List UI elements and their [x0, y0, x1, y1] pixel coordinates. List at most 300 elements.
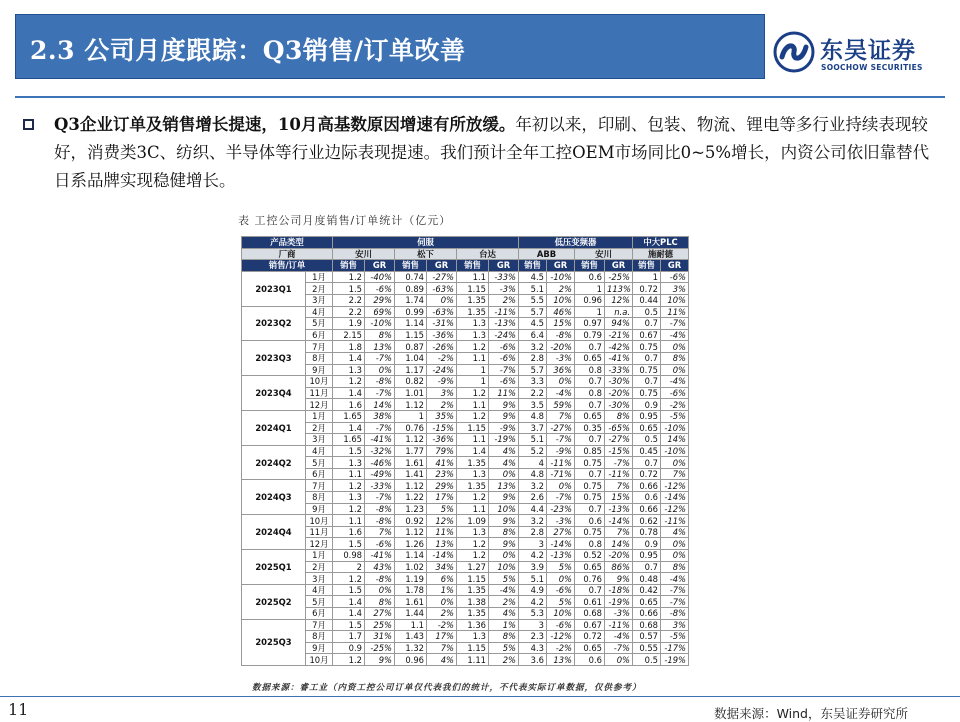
growth-rate: -20%	[547, 341, 575, 353]
sales-value: 1.6	[333, 526, 365, 538]
sales-value: 1	[575, 306, 605, 318]
header-sales: 销售	[395, 260, 427, 272]
growth-rate: 9%	[489, 399, 519, 411]
sales-value: 4.8	[519, 468, 547, 480]
month-label: 4月	[306, 445, 333, 457]
sales-value: 0.96	[395, 654, 427, 666]
growth-rate: 25%	[365, 619, 395, 631]
sales-value: 0.65	[575, 352, 605, 364]
header-schneider: 施耐德	[633, 248, 689, 260]
table-row	[242, 608, 689, 620]
sales-value: 1.15	[457, 422, 489, 434]
slide-title: 2.3 公司月度跟踪：Q3销售/订单改善	[30, 36, 466, 65]
table-row	[242, 376, 689, 388]
sales-value: 0.7	[633, 318, 661, 330]
growth-rate: 0%	[605, 654, 633, 666]
sales-value: 0.6	[575, 515, 605, 527]
growth-rate: -7%	[489, 364, 519, 376]
sales-value: 2.8	[519, 352, 547, 364]
quarter-label: 2024Q3	[242, 480, 306, 515]
sales-value: 5.2	[519, 445, 547, 457]
growth-rate: -11%	[661, 515, 689, 527]
growth-rate: 10%	[547, 608, 575, 620]
growth-rate: -7%	[547, 434, 575, 446]
sales-value: 1.36	[457, 619, 489, 631]
sales-value: 0.7	[633, 376, 661, 388]
sales-value: 6.4	[519, 329, 547, 341]
sales-value: 1.1	[457, 352, 489, 364]
header-vendor: 厂商	[242, 248, 333, 260]
sales-value: 0.9	[633, 399, 661, 411]
growth-rate: -7%	[547, 492, 575, 504]
month-label: 10月	[306, 376, 333, 388]
sales-value: 2.2	[333, 306, 365, 318]
sales-value: 0.76	[395, 422, 427, 434]
growth-rate: 3%	[427, 387, 457, 399]
sales-value: 0.95	[633, 410, 661, 422]
table-row	[242, 422, 689, 434]
page-number: 11	[8, 700, 29, 719]
growth-rate: -23%	[547, 503, 575, 515]
sales-value: 5.1	[519, 283, 547, 295]
growth-rate: -41%	[365, 550, 395, 562]
growth-rate: 12%	[427, 515, 457, 527]
table-row	[242, 399, 689, 411]
sales-value: 0.74	[395, 271, 427, 283]
sales-value: 1.2	[333, 376, 365, 388]
growth-rate: -18%	[605, 584, 633, 596]
sales-value: 0.7	[633, 561, 661, 573]
sales-value: 0.65	[575, 642, 605, 654]
growth-rate: -41%	[605, 352, 633, 364]
growth-rate: -11%	[605, 468, 633, 480]
sales-value: 0.85	[575, 445, 605, 457]
sales-value: 1.61	[395, 596, 427, 608]
growth-rate: -25%	[605, 271, 633, 283]
table-row	[242, 445, 689, 457]
sales-value: 0.9	[633, 538, 661, 550]
growth-rate: 2%	[489, 294, 519, 306]
sales-value: 0.9	[333, 642, 365, 654]
sales-value: 1.3	[457, 631, 489, 643]
growth-rate: -2%	[547, 642, 575, 654]
growth-rate: 10%	[489, 561, 519, 573]
sales-value: 1.3	[457, 468, 489, 480]
sales-value: 0.78	[633, 526, 661, 538]
sales-value: 0.68	[633, 619, 661, 631]
sales-value: 1.1	[457, 399, 489, 411]
growth-rate: -42%	[605, 341, 633, 353]
growth-rate: -4%	[547, 387, 575, 399]
sales-value: 1.26	[395, 538, 427, 550]
sales-value: 0.75	[575, 457, 605, 469]
sales-value: 0.7	[575, 503, 605, 515]
month-label: 8月	[306, 631, 333, 643]
header-gr: GR	[427, 260, 457, 272]
growth-rate: -10%	[547, 271, 575, 283]
month-label: 9月	[306, 503, 333, 515]
quarter-label: 2024Q1	[242, 410, 306, 445]
sales-value: 1.35	[457, 480, 489, 492]
sales-value: 0.8	[575, 538, 605, 550]
sales-value: 0.98	[333, 550, 365, 562]
sales-value: 1.4	[333, 608, 365, 620]
sales-value: 4.8	[519, 410, 547, 422]
month-label: 12月	[306, 538, 333, 550]
sales-value: 1.78	[395, 584, 427, 596]
growth-rate: -11%	[605, 619, 633, 631]
growth-rate: 23%	[427, 468, 457, 480]
sales-value: 1.15	[457, 283, 489, 295]
growth-rate: -14%	[605, 515, 633, 527]
sales-value: 0.7	[575, 399, 605, 411]
growth-rate: -9%	[427, 376, 457, 388]
table-row	[242, 515, 689, 527]
growth-rate: 4%	[489, 457, 519, 469]
growth-rate: 0%	[661, 457, 689, 469]
growth-rate: 2%	[489, 654, 519, 666]
growth-rate: -71%	[547, 468, 575, 480]
growth-rate: 59%	[547, 399, 575, 411]
growth-rate: -41%	[365, 434, 395, 446]
summary-lead: Q3企业订单及销售增长提速，10月高基数原因增速有所放缓。	[54, 115, 516, 134]
sales-value: 0.57	[633, 631, 661, 643]
growth-rate: 2%	[489, 596, 519, 608]
sales-value: 1.65	[333, 434, 365, 446]
sales-value: 1.61	[395, 457, 427, 469]
sales-value: 3.6	[519, 654, 547, 666]
sales-value: 1.44	[395, 608, 427, 620]
table-row	[242, 503, 689, 515]
sales-value: 1.5	[333, 584, 365, 596]
growth-rate: -20%	[605, 387, 633, 399]
table-row	[242, 434, 689, 446]
growth-rate: 13%	[365, 341, 395, 353]
growth-rate: 11%	[427, 526, 457, 538]
header-panasonic: 松下	[395, 248, 457, 260]
sales-value: 1.4	[333, 422, 365, 434]
growth-rate: -63%	[427, 306, 457, 318]
growth-rate: 9%	[489, 515, 519, 527]
table-row	[242, 480, 689, 492]
growth-rate: 6%	[427, 573, 457, 585]
growth-rate: -10%	[365, 318, 395, 330]
growth-rate: -8%	[661, 608, 689, 620]
header-inverter: 低压变频器	[519, 237, 633, 249]
month-label: 3月	[306, 573, 333, 585]
sales-value: 1.35	[457, 294, 489, 306]
sales-value: 0.65	[575, 561, 605, 573]
growth-rate: 8%	[489, 526, 519, 538]
sales-value: 4.4	[519, 503, 547, 515]
sales-value: 1.04	[395, 352, 427, 364]
growth-rate: 0%	[427, 294, 457, 306]
growth-rate: 8%	[661, 561, 689, 573]
sales-value: 0.67	[633, 329, 661, 341]
quarter-label: 2023Q4	[242, 376, 306, 411]
sales-value: 0.97	[575, 318, 605, 330]
sales-value: 0.7	[575, 376, 605, 388]
growth-rate: 2%	[427, 399, 457, 411]
month-label: 8月	[306, 352, 333, 364]
growth-rate: 11%	[489, 387, 519, 399]
sales-value: 0.72	[633, 283, 661, 295]
sales-value: 1.1	[457, 271, 489, 283]
growth-rate: -30%	[605, 376, 633, 388]
header-product-type: 产品类型	[242, 237, 333, 249]
growth-rate: -32%	[365, 445, 395, 457]
table-row	[242, 294, 689, 306]
sales-value: 0.7	[633, 457, 661, 469]
header-yaskawa-inverter: 安川	[575, 248, 633, 260]
sales-value: 1.1	[457, 434, 489, 446]
growth-rate: -2%	[427, 619, 457, 631]
month-label: 2月	[306, 283, 333, 295]
growth-rate: 27%	[547, 526, 575, 538]
sales-value: 1.9	[333, 318, 365, 330]
sales-value: 3.2	[519, 341, 547, 353]
growth-rate: -13%	[489, 318, 519, 330]
growth-rate: 0%	[427, 596, 457, 608]
sales-value: 1.8	[333, 341, 365, 353]
sales-value: 0.8	[575, 387, 605, 399]
growth-rate: -4%	[661, 329, 689, 341]
sales-value: 1.12	[395, 399, 427, 411]
sales-value: 5.1	[519, 573, 547, 585]
sales-value: 0.7	[575, 468, 605, 480]
sales-value: 4.2	[519, 596, 547, 608]
growth-rate: 34%	[427, 561, 457, 573]
growth-rate: 7%	[365, 526, 395, 538]
growth-rate: 43%	[365, 561, 395, 573]
growth-rate: -17%	[661, 642, 689, 654]
growth-rate: 13%	[489, 480, 519, 492]
sales-value: 0.75	[633, 364, 661, 376]
sales-value: 1.1	[333, 515, 365, 527]
sales-value: 0.62	[633, 515, 661, 527]
growth-rate: 0%	[661, 341, 689, 353]
sales-value: 1.3	[333, 457, 365, 469]
growth-rate: -6%	[365, 538, 395, 550]
growth-rate: -31%	[427, 318, 457, 330]
sales-value: 5.5	[519, 294, 547, 306]
growth-rate: -3%	[547, 352, 575, 364]
sales-value: 1.74	[395, 294, 427, 306]
sales-value: 1.27	[457, 561, 489, 573]
sales-value: 2.15	[333, 329, 365, 341]
sales-value: 1.5	[333, 619, 365, 631]
growth-rate: 27%	[365, 608, 395, 620]
growth-rate: -36%	[427, 434, 457, 446]
sales-value: 1.02	[395, 561, 427, 573]
month-label: 1月	[306, 271, 333, 283]
sales-value: 3.2	[519, 515, 547, 527]
growth-rate: -14%	[661, 492, 689, 504]
growth-rate: -49%	[365, 468, 395, 480]
table-row	[242, 364, 689, 376]
month-label: 5月	[306, 457, 333, 469]
summary-paragraph	[54, 111, 944, 195]
sales-value: 0.75	[575, 526, 605, 538]
table-row	[242, 654, 689, 666]
sales-value: 0.6	[575, 271, 605, 283]
sales-value: 2.8	[519, 526, 547, 538]
sales-value: 1.3	[333, 364, 365, 376]
growth-rate: -4%	[489, 584, 519, 596]
growth-rate: -6%	[489, 341, 519, 353]
growth-rate: -8%	[365, 515, 395, 527]
growth-rate: 1%	[427, 584, 457, 596]
growth-rate: -63%	[427, 283, 457, 295]
growth-rate: 0%	[547, 480, 575, 492]
growth-rate: 14%	[365, 399, 395, 411]
growth-rate: 8%	[661, 352, 689, 364]
growth-rate: -3%	[605, 608, 633, 620]
sales-value: 1.12	[395, 434, 427, 446]
growth-rate: 14%	[605, 538, 633, 550]
sales-value: 0.87	[395, 341, 427, 353]
month-label: 11月	[306, 387, 333, 399]
sales-value: 1.2	[333, 480, 365, 492]
sales-value: 3.5	[519, 399, 547, 411]
month-label: 7月	[306, 341, 333, 353]
sales-value: 0.35	[575, 422, 605, 434]
table-caption: 表 工控公司月度销售/订单统计（亿元）	[238, 214, 452, 227]
table-row	[242, 584, 689, 596]
sales-value: 1.2	[333, 573, 365, 585]
sales-value: 1.2	[457, 550, 489, 562]
header-sales: 销售	[333, 260, 365, 272]
sales-value: 1	[457, 376, 489, 388]
sales-value: 0.79	[575, 329, 605, 341]
growth-rate: -12%	[547, 631, 575, 643]
sales-value: 4.5	[519, 271, 547, 283]
growth-rate: -27%	[605, 434, 633, 446]
bullet-square-icon	[23, 119, 34, 130]
quarter-label: 2024Q2	[242, 445, 306, 480]
growth-rate: 1%	[489, 619, 519, 631]
growth-rate: -4%	[661, 573, 689, 585]
sales-value: 1.65	[333, 410, 365, 422]
sales-order-table	[241, 236, 689, 666]
sales-value: 4.2	[519, 550, 547, 562]
table-row	[242, 329, 689, 341]
growth-rate: -27%	[427, 271, 457, 283]
growth-rate: 94%	[605, 318, 633, 330]
sales-value: 0.66	[633, 480, 661, 492]
header-divider	[15, 96, 945, 98]
sales-value: 1.2	[333, 503, 365, 515]
growth-rate: 7%	[605, 480, 633, 492]
sales-value: 1.2	[457, 492, 489, 504]
sales-value: 3.3	[519, 376, 547, 388]
sales-value: 0.66	[633, 503, 661, 515]
header-row-product	[242, 237, 689, 249]
quarter-label: 2025Q1	[242, 550, 306, 585]
sales-value: 1.01	[395, 387, 427, 399]
table-row	[242, 318, 689, 330]
month-label: 2月	[306, 422, 333, 434]
logo-name-en: SOOCHOW SECURITIES	[821, 63, 923, 72]
growth-rate: -33%	[365, 480, 395, 492]
footer-divider	[0, 696, 960, 697]
growth-rate: -5%	[661, 631, 689, 643]
sales-value: 1.4	[457, 445, 489, 457]
growth-rate: -12%	[661, 480, 689, 492]
growth-rate: -10%	[661, 445, 689, 457]
header-row-vendor	[242, 248, 689, 260]
sales-value: 1.15	[395, 329, 427, 341]
table-row	[242, 550, 689, 562]
soochow-logo-icon	[772, 30, 816, 74]
header-gr: GR	[605, 260, 633, 272]
table-row	[242, 410, 689, 422]
sales-value: 1.35	[457, 608, 489, 620]
quarter-label: 2024Q4	[242, 515, 306, 550]
sales-value: 1.1	[457, 503, 489, 515]
table-row	[242, 526, 689, 538]
sales-value: 2.6	[519, 492, 547, 504]
sales-value: 0.96	[575, 294, 605, 306]
sales-value: 0.82	[395, 376, 427, 388]
growth-rate: -10%	[661, 422, 689, 434]
sales-value: 4.3	[519, 642, 547, 654]
table-row	[242, 631, 689, 643]
table-row	[242, 492, 689, 504]
growth-rate: 5%	[489, 573, 519, 585]
sales-value: 2.2	[519, 387, 547, 399]
month-label: 2月	[306, 561, 333, 573]
sales-value: 0.5	[633, 434, 661, 446]
sales-value: 1.41	[395, 468, 427, 480]
table-row	[242, 341, 689, 353]
month-label: 5月	[306, 318, 333, 330]
growth-rate: -8%	[547, 329, 575, 341]
growth-rate: -3%	[489, 283, 519, 295]
sales-value: 3.2	[519, 480, 547, 492]
month-label: 3月	[306, 294, 333, 306]
growth-rate: 8%	[365, 329, 395, 341]
sales-value: 0.65	[575, 410, 605, 422]
sales-value: 0.7	[575, 584, 605, 596]
month-label: 9月	[306, 642, 333, 654]
sales-value: 1.2	[333, 654, 365, 666]
sales-value: 0.89	[395, 283, 427, 295]
growth-rate: -7%	[605, 457, 633, 469]
growth-rate: 113%	[605, 283, 633, 295]
quarter-label: 2023Q3	[242, 341, 306, 376]
header-sales: 销售	[633, 260, 661, 272]
growth-rate: 9%	[489, 538, 519, 550]
growth-rate: 5%	[547, 561, 575, 573]
sales-value: 5.3	[519, 608, 547, 620]
sales-value: 0.45	[633, 445, 661, 457]
sales-value: 5.1	[519, 434, 547, 446]
growth-rate: 15%	[605, 492, 633, 504]
growth-rate: 38%	[365, 410, 395, 422]
growth-rate: 4%	[661, 526, 689, 538]
logo-name-cn: 东吴证券	[820, 38, 916, 64]
header-gr: GR	[365, 260, 395, 272]
growth-rate: -7%	[365, 422, 395, 434]
sales-value: 0.44	[633, 294, 661, 306]
growth-rate: 9%	[605, 573, 633, 585]
month-label: 12月	[306, 399, 333, 411]
growth-rate: -26%	[427, 341, 457, 353]
growth-rate: 5%	[547, 596, 575, 608]
sales-value: 1.35	[457, 457, 489, 469]
month-label: 6月	[306, 608, 333, 620]
